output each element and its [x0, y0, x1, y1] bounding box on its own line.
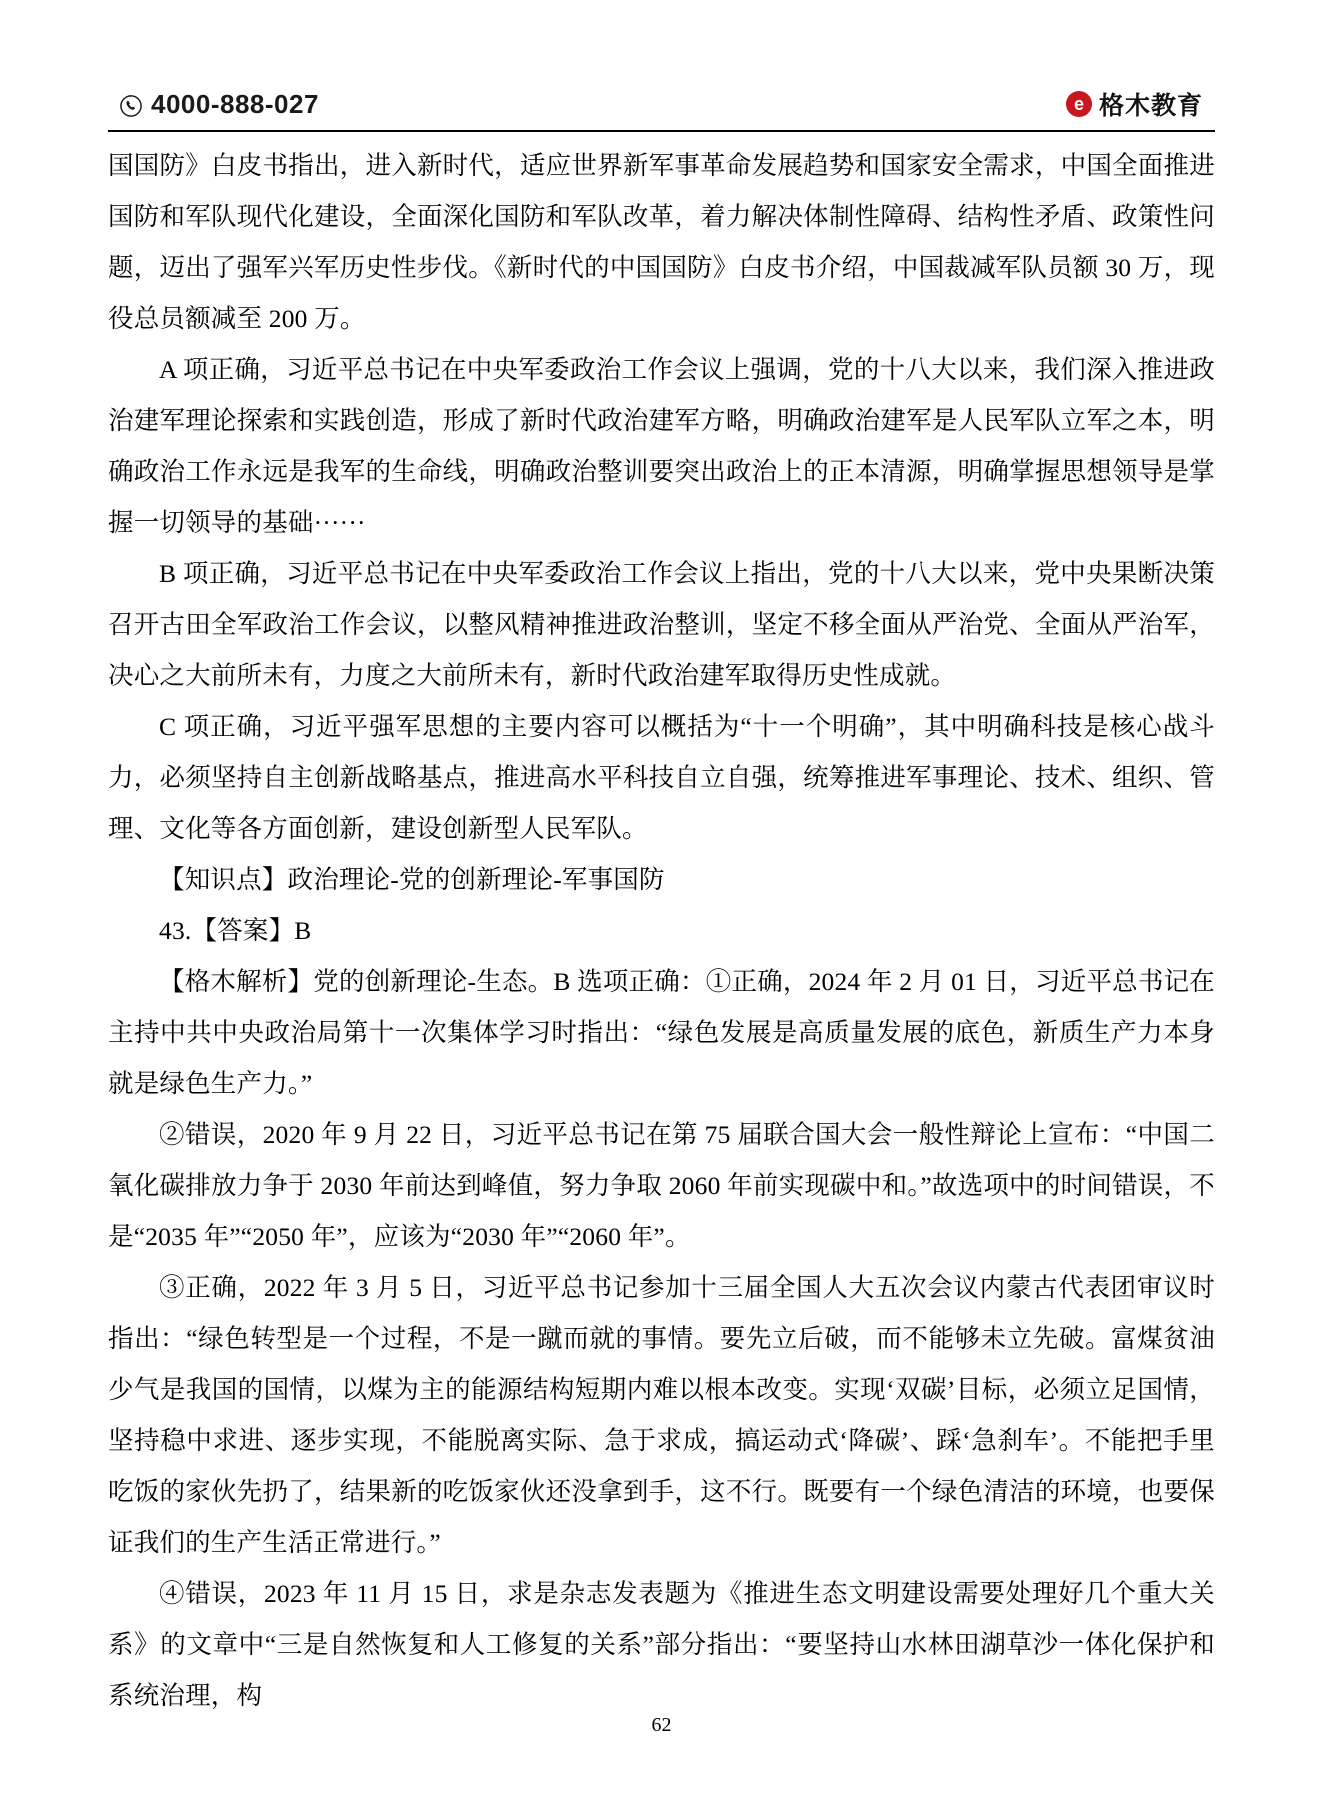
document-body — [108, 140, 1215, 1721]
hotline-number: 4000-888-027 — [151, 88, 319, 119]
analysis-paragraph: 【格木解析】党的创新理论-生态。B 选项正确：①正确，2024 年 2 月 01 日，习近平总书记在主持中共中央政治局第十一次集体学习时指出：“绿色发展是高质量发展的底色，新质生产力本身就是绿色生产力。” — [108, 967, 1215, 1098]
analysis-paragraph: ③正确，2022 年 3 月 5 日，习近平总书记参加十三届全国人大五次会议内蒙古代表团审议时指出：“绿色转型是一个过程，不是一蹴而就的事情。要先立后破，而不能够未立先破。富煤贫油少气是我国的国情，以煤为主的能源结构短期内难以根本改变。实现‘双碳’目标，必须立足国情，坚持稳中求进、逐步实现，不能脱离实际、急于求成，搞运动式‘降碳’、踩‘急刹车’。不能把手里吃饭的家伙先扔了，结果新的吃饭家伙还没拿到手，这不行。既要有一个绿色清洁的环境，也要保证我们的生产生活正常进行。” — [108, 1273, 1215, 1557]
brand-logo — [1066, 86, 1203, 122]
knowledge-point: 【知识点】政治理论-党的创新理论-军事国防 — [159, 865, 665, 894]
answer-line: 43.【答案】B — [159, 916, 312, 945]
phone-icon — [120, 93, 142, 115]
hotline-block — [120, 89, 319, 120]
paragraph: A 项正确，习近平总书记在中央军委政治工作会议上强调，党的十八大以来，我们深入推进政治建军理论探索和实践创造，形成了新时代政治建军方略，明确政治建军是人民军队立军之本，明确政治工作永远是我军的生命线，明确政治整训要突出政治上的正本清源，明确掌握思想领导是掌握一切领导的基础······ — [108, 355, 1215, 537]
brand-name: 格木教育 — [1098, 92, 1203, 120]
page-header — [120, 82, 1203, 126]
paragraph: C 项正确，习近平强军思想的主要内容可以概括为“十一个明确”，其中明确科技是核心战斗力，必须坚持自主创新战略基点，推进高水平科技自立自强，统筹推进军事理论、技术、组织、管理、文化等各方面创新，建设创新型人民军队。 — [108, 712, 1215, 843]
page-number: 62 — [651, 1714, 672, 1736]
analysis-paragraph: ②错误，2020 年 9 月 22 日，习近平总书记在第 75 届联合国大会一般性辩论上宣布：“中国二氧化碳排放力争于 2030 年前达到峰值，努力争取 2060 年前实现碳中和。”故选项中的时间错误，不是“2035 年”“2050 年”，应该为“2030 年”“2060 年”。 — [108, 1120, 1215, 1251]
header-divider — [108, 130, 1215, 132]
analysis-paragraph: ④错误，2023 年 11 月 15 日，求是杂志发表题为《推进生态文明建设需要处理好几个重大关系》的文章中“三是自然恢复和人工修复的关系”部分指出：“要坚持山水林田湖草沙一体化保护和系统治理，构 — [108, 1579, 1215, 1710]
paragraph: 国国防》白皮书指出，进入新时代，适应世界新军事革命发展趋势和国家安全需求，中国全面推进国防和军队现代化建设，全面深化国防和军队改革，着力解决体制性障碍、结构性矛盾、政策性问题，迈出了强军兴军历史性步伐。《新时代的中国国防》白皮书介绍，中国裁减军队员额 30 万，现役总员额减至 200 万。 — [108, 151, 1215, 333]
paragraph: B 项正确，习近平总书记在中央军委政治工作会议上指出，党的十八大以来，党中央果断决策召开古田全军政治工作会议，以整风精神推进政治整训，坚定不移全面从严治党、全面从严治军，决心之大前所未有，力度之大前所未有，新时代政治建军取得历史性成就。 — [108, 559, 1215, 690]
brand-mark-icon: e — [1066, 91, 1092, 117]
